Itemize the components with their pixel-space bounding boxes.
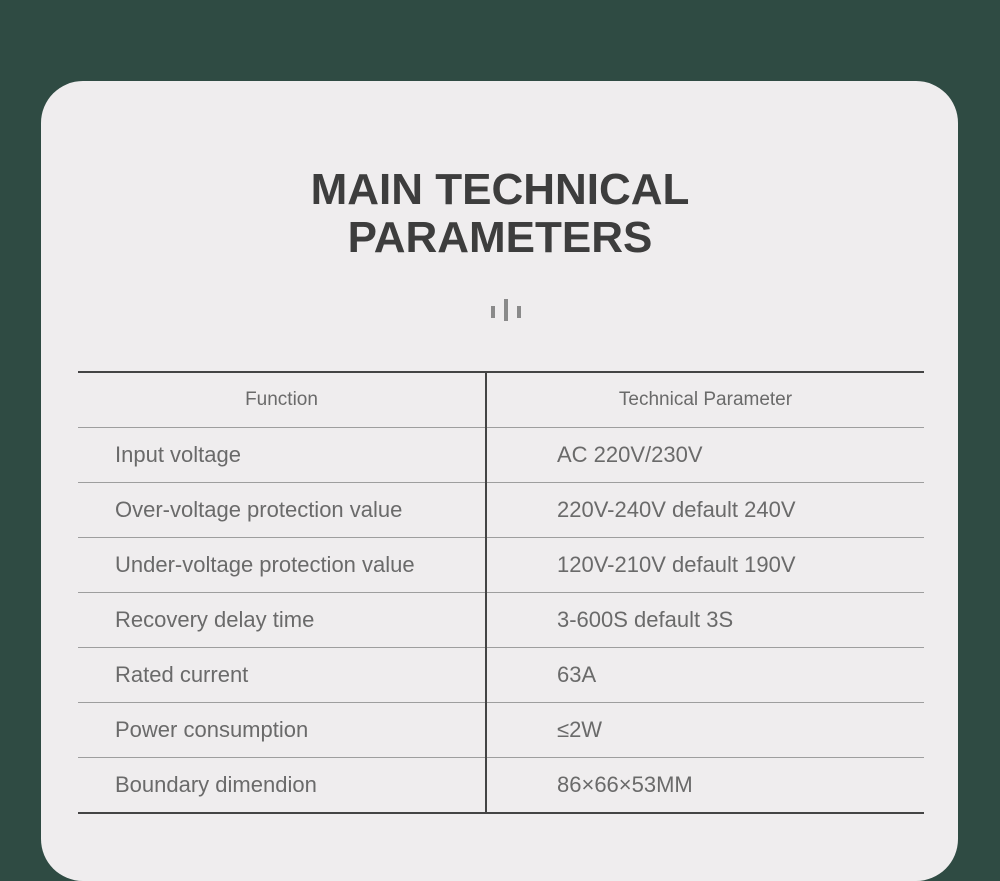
table-row [78, 593, 924, 648]
function-cell: Rated current [78, 648, 486, 703]
table-row [78, 428, 924, 483]
function-cell: Boundary dimendion [78, 758, 486, 814]
function-cell: Over-voltage protection value [78, 483, 486, 538]
parameter-cell: AC 220V/230V [486, 428, 924, 483]
title-line-2: PARAMETERS [347, 213, 653, 262]
technical-parameters-table [78, 371, 924, 814]
function-cell: Recovery delay time [78, 593, 486, 648]
table-row [78, 648, 924, 703]
table-row [78, 758, 924, 814]
table-row [78, 483, 924, 538]
parameter-cell: 120V-210V default 190V [486, 538, 924, 593]
function-cell: Input voltage [78, 428, 486, 483]
page-title [0, 166, 1000, 262]
function-cell: Power consumption [78, 703, 486, 758]
column-header-function: Function [78, 372, 486, 428]
parameter-cell: 63A [486, 648, 924, 703]
column-header-technical-parameter: Technical Parameter [486, 372, 924, 428]
three-vertical-bars-icon [490, 299, 522, 321]
table-row [78, 538, 924, 593]
function-cell: Under-voltage protection value [78, 538, 486, 593]
table-header-row [78, 372, 924, 428]
parameter-cell: ≤2W [486, 703, 924, 758]
table-row [78, 703, 924, 758]
parameter-cell: 86×66×53MM [557, 772, 693, 797]
parameter-cell: 3-600S default 3S [486, 593, 924, 648]
parameter-cell: 220V-240V default 240V [486, 483, 924, 538]
title-line-1: MAIN TECHNICAL [310, 165, 690, 214]
